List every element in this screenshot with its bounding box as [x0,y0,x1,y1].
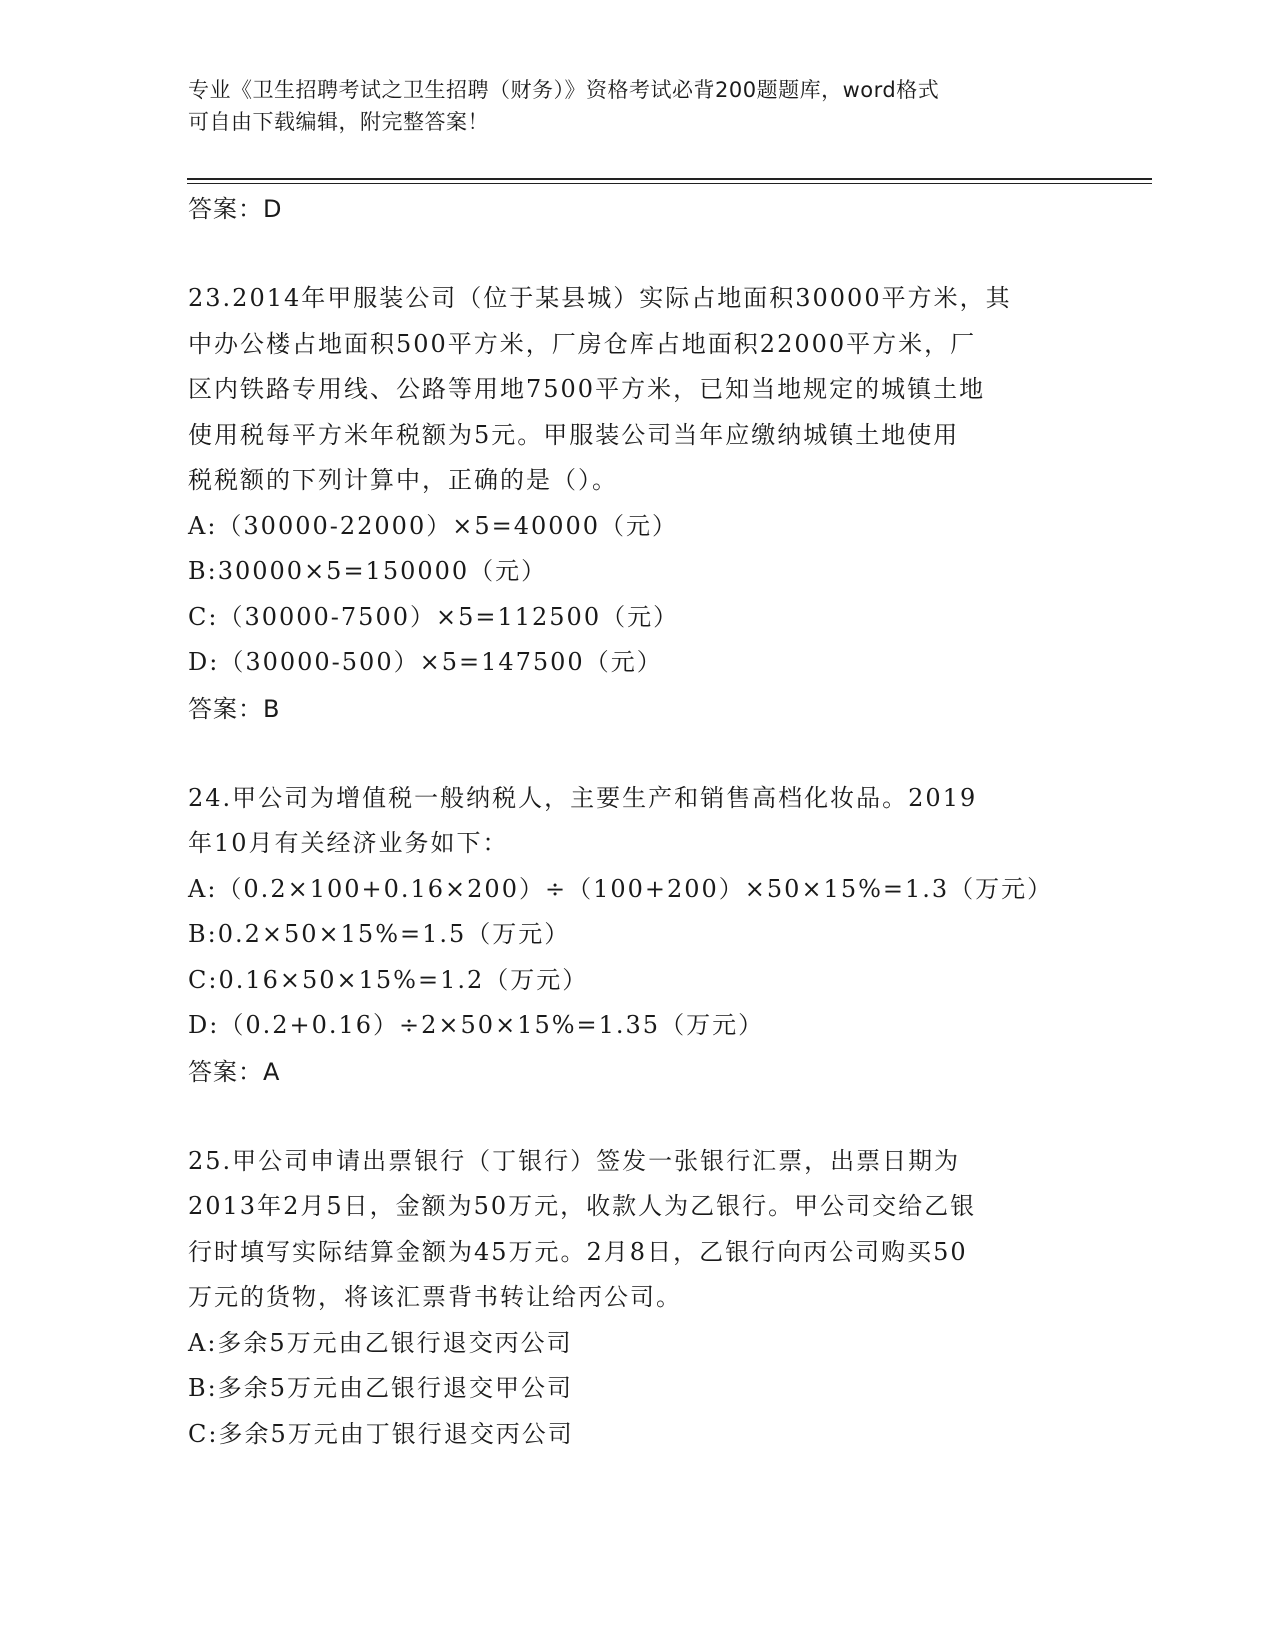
question-stem-line: 区内铁路专用线、公路等用地7500平方米，已知当地规定的城镇土地 [188,375,986,403]
option-b: B:0.2×50×15%=1.5（万元） [188,920,571,948]
question-stem-line: 税税额的下列计算中，正确的是（）。 [188,466,618,494]
option-b: B:30000×5=150000（元） [188,557,548,585]
question-24 [188,776,1088,1049]
page-header [188,74,1088,138]
option-c: C:0.16×50×15%=1.2（万元） [188,965,589,994]
answer-23: 答案：B [188,694,281,723]
answer-previous: 答案：D [188,195,283,223]
question-stem-line: 25.甲公司申请出票银行（丁银行）签发一张银行汇票，出票日期为 [188,1146,961,1175]
header-line-2: 可自由下载编辑，附完整答案！ [188,110,489,134]
header-divider-thick [187,178,1152,180]
question-stem-line: 23.2014年甲服装公司（位于某县城）实际占地面积30000平方米，其 [188,284,1012,312]
option-c: C:（30000-7500）×5=112500（元） [188,602,680,631]
option-b: B:多余5万元由乙银行退交甲公司 [188,1374,573,1402]
question-stem-line: 万元的货物，将该汇票背书转让给丙公司。 [188,1283,682,1311]
question-23 [188,276,1088,686]
question-stem-line: 年10月有关经济业务如下： [188,829,509,857]
question-25 [188,1139,1088,1458]
question-stem-line: 使用税每平方米年税额为5元。甲服装公司当年应缴纳城镇土地使用 [188,420,960,449]
question-stem-line: 中办公楼占地面积500平方米，厂房仓库占地面积22000平方米，厂 [188,329,977,358]
header-divider-thin [187,183,1152,184]
option-a: A:多余5万元由乙银行退交丙公司 [188,1328,573,1357]
option-d: D:（0.2+0.16）÷2×50×15%=1.35（万元） [188,1011,765,1039]
question-stem-line: 2013年2月5日，金额为50万元，收款人为乙银行。甲公司交给乙银 [188,1192,977,1220]
answer-24: 答案：A [188,1057,281,1086]
header-line-1: 专业《卫生招聘考试之卫生招聘（财务）》资格考试必背200题题库，word格式 [188,78,940,102]
option-a: A:（0.2×100+0.16×200）÷（100+200）×50×15%=1.3（万元） [188,874,1054,903]
option-a: A:（30000-22000）×5=40000（元） [188,511,679,540]
question-stem-line: 24.甲公司为增值税一般纳税人，主要生产和销售高档化妆品。2019 [188,783,978,812]
option-d: D:（30000-500）×5=147500（元） [188,648,663,676]
option-c: C:多余5万元由丁银行退交丙公司 [188,1419,574,1448]
document-body [188,186,1088,1457]
question-stem-line: 行时填写实际结算金额为45万元。2月8日，乙银行向丙公司购买50 [188,1237,968,1266]
